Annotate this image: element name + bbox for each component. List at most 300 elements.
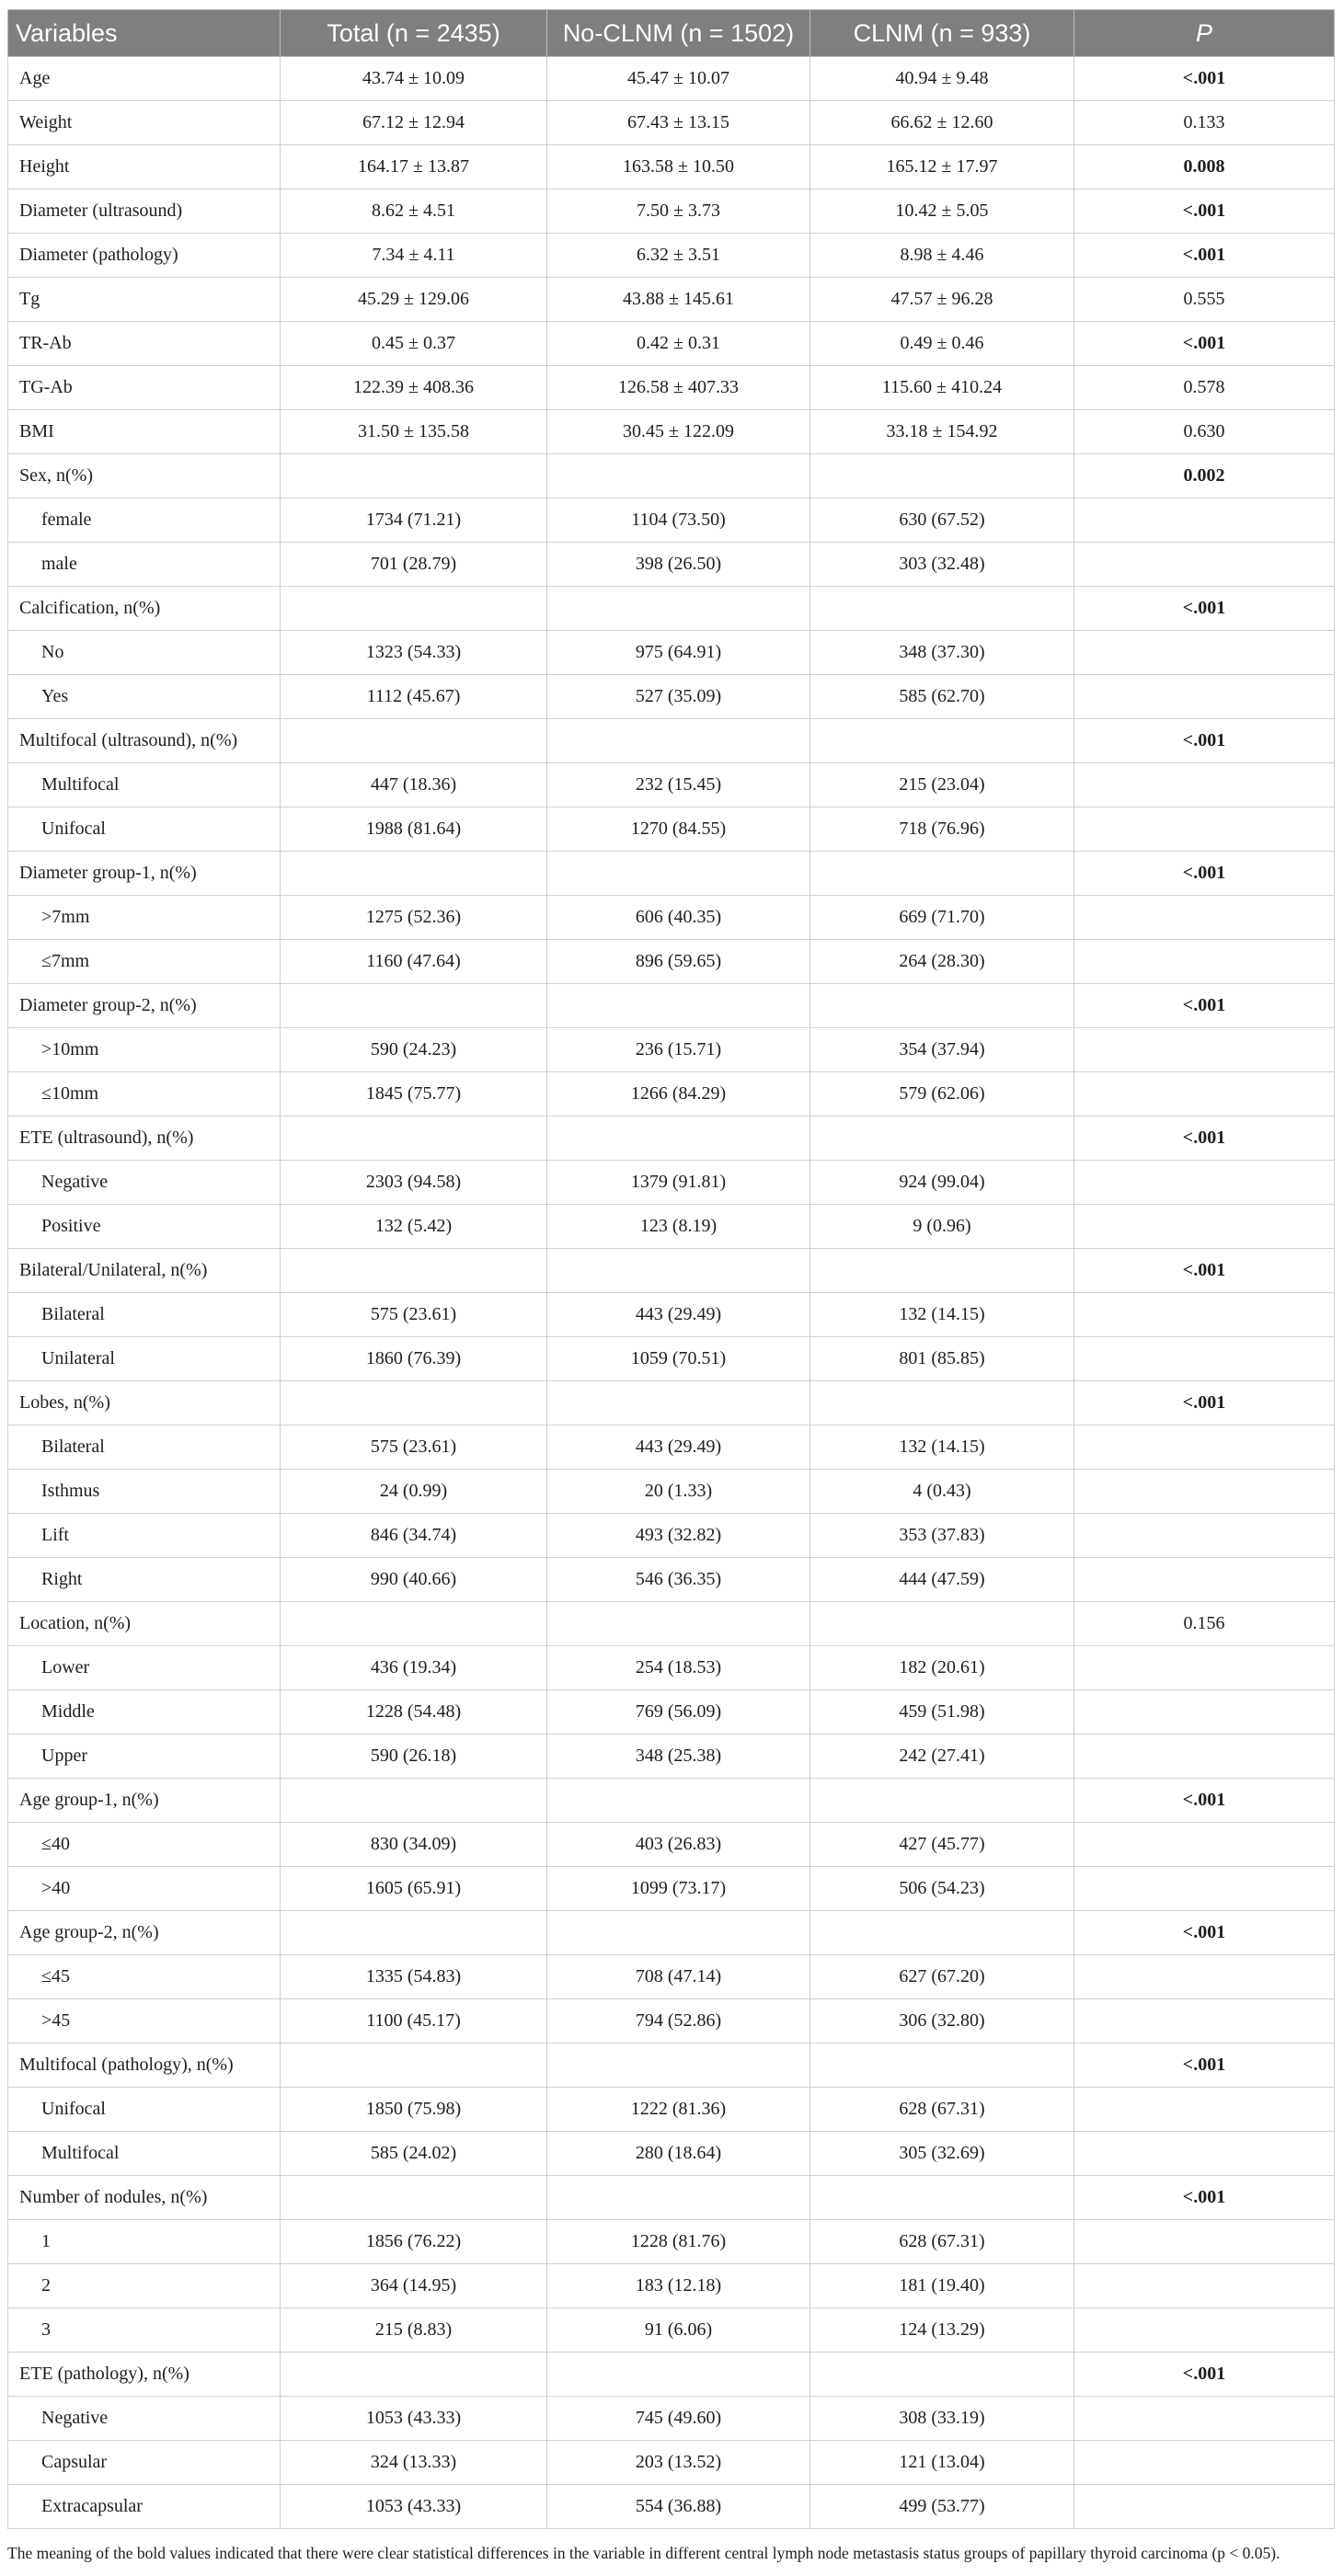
- cell-no-clnm: 30.45 ± 122.09: [547, 410, 810, 454]
- cell-variable: Multifocal: [8, 763, 281, 807]
- cell-p-value: 0.008: [1074, 145, 1335, 189]
- cell-no-clnm: 254 (18.53): [547, 1646, 810, 1690]
- cell-clnm: [810, 1602, 1074, 1646]
- cell-p-value: [1074, 807, 1335, 852]
- cell-no-clnm: [547, 587, 810, 631]
- cell-total: [281, 852, 547, 896]
- cell-no-clnm: [547, 852, 810, 896]
- characteristics-table: [7, 9, 1335, 2529]
- cell-variable: Diameter (ultrasound): [8, 189, 281, 234]
- table-row: [8, 631, 1335, 675]
- cell-variable: Unifocal: [8, 807, 281, 852]
- cell-variable: ≤40: [8, 1823, 281, 1867]
- cell-clnm: 427 (45.77): [810, 1823, 1074, 1867]
- cell-p-value: <.001: [1074, 1116, 1335, 1161]
- cell-clnm: 132 (14.15): [810, 1293, 1074, 1337]
- cell-variable: Location, n(%): [8, 1602, 281, 1646]
- cell-total: [281, 1116, 547, 1161]
- cell-clnm: 10.42 ± 5.05: [810, 189, 1074, 234]
- cell-p-value: [1074, 2220, 1335, 2264]
- cell-total: 846 (34.74): [281, 1514, 547, 1558]
- cell-total: 1100 (45.17): [281, 1999, 547, 2044]
- header-clnm: CLNM (n = 933): [810, 10, 1074, 57]
- cell-variable: Multifocal (pathology), n(%): [8, 2044, 281, 2088]
- cell-p-value: [1074, 1161, 1335, 1205]
- cell-p-value: <.001: [1074, 189, 1335, 234]
- table-row: [8, 1249, 1335, 1293]
- cell-variable: Height: [8, 145, 281, 189]
- cell-clnm: [810, 2176, 1074, 2220]
- cell-total: [281, 2044, 547, 2088]
- cell-variable: BMI: [8, 410, 281, 454]
- cell-no-clnm: 91 (6.06): [547, 2308, 810, 2353]
- table-row: [8, 2176, 1335, 2220]
- cell-p-value: [1074, 2397, 1335, 2441]
- cell-variable: Lobes, n(%): [8, 1381, 281, 1425]
- table-body: [8, 57, 1335, 2529]
- cell-no-clnm: 7.50 ± 3.73: [547, 189, 810, 234]
- cell-clnm: 181 (19.40): [810, 2264, 1074, 2308]
- cell-total: 585 (24.02): [281, 2132, 547, 2176]
- cell-p-value: <.001: [1074, 1381, 1335, 1425]
- table-row: [8, 1646, 1335, 1690]
- cell-total: 132 (5.42): [281, 1205, 547, 1249]
- cell-no-clnm: 527 (35.09): [547, 675, 810, 719]
- table-header: [8, 10, 1335, 57]
- cell-variable: female: [8, 498, 281, 543]
- cell-clnm: 40.94 ± 9.48: [810, 57, 1074, 101]
- cell-no-clnm: [547, 2044, 810, 2088]
- cell-no-clnm: [547, 1911, 810, 1955]
- cell-variable: Unifocal: [8, 2088, 281, 2132]
- cell-no-clnm: 896 (59.65): [547, 940, 810, 984]
- cell-no-clnm: 769 (56.09): [547, 1690, 810, 1735]
- cell-total: 1112 (45.67): [281, 675, 547, 719]
- cell-total: 45.29 ± 129.06: [281, 278, 547, 322]
- cell-clnm: 33.18 ± 154.92: [810, 410, 1074, 454]
- cell-total: [281, 1779, 547, 1823]
- cell-p-value: 0.578: [1074, 366, 1335, 410]
- cell-variable: ETE (pathology), n(%): [8, 2353, 281, 2397]
- cell-no-clnm: 183 (12.18): [547, 2264, 810, 2308]
- cell-variable: >7mm: [8, 896, 281, 940]
- cell-total: 590 (26.18): [281, 1735, 547, 1779]
- cell-variable: No: [8, 631, 281, 675]
- cell-total: 324 (13.33): [281, 2441, 547, 2485]
- cell-total: 1160 (47.64): [281, 940, 547, 984]
- table-row: [8, 675, 1335, 719]
- cell-total: 590 (24.23): [281, 1028, 547, 1072]
- cell-total: 8.62 ± 4.51: [281, 189, 547, 234]
- cell-total: 215 (8.83): [281, 2308, 547, 2353]
- cell-total: 447 (18.36): [281, 763, 547, 807]
- cell-clnm: [810, 587, 1074, 631]
- table-row: [8, 145, 1335, 189]
- cell-p-value: [1074, 763, 1335, 807]
- table-row: [8, 1470, 1335, 1514]
- table-row: [8, 852, 1335, 896]
- cell-clnm: [810, 1911, 1074, 1955]
- cell-clnm: 9 (0.96): [810, 1205, 1074, 1249]
- table-row: [8, 1823, 1335, 1867]
- cell-p-value: [1074, 1690, 1335, 1735]
- cell-variable: Capsular: [8, 2441, 281, 2485]
- header-no-clnm: No-CLNM (n = 1502): [547, 10, 810, 57]
- table-row: [8, 57, 1335, 101]
- cell-no-clnm: [547, 1602, 810, 1646]
- cell-no-clnm: 126.58 ± 407.33: [547, 366, 810, 410]
- cell-p-value: <.001: [1074, 984, 1335, 1028]
- header-row: [8, 10, 1335, 57]
- cell-p-value: <.001: [1074, 2176, 1335, 2220]
- cell-clnm: 718 (76.96): [810, 807, 1074, 852]
- cell-total: [281, 1249, 547, 1293]
- cell-p-value: <.001: [1074, 1911, 1335, 1955]
- cell-p-value: [1074, 1955, 1335, 1999]
- cell-no-clnm: [547, 1116, 810, 1161]
- cell-clnm: 0.49 ± 0.46: [810, 322, 1074, 366]
- cell-p-value: [1074, 1072, 1335, 1116]
- table-row: [8, 2397, 1335, 2441]
- cell-variable: Weight: [8, 101, 281, 145]
- cell-total: 31.50 ± 135.58: [281, 410, 547, 454]
- cell-p-value: [1074, 1205, 1335, 1249]
- table-row: [8, 1028, 1335, 1072]
- cell-no-clnm: 20 (1.33): [547, 1470, 810, 1514]
- cell-clnm: 308 (33.19): [810, 2397, 1074, 2441]
- cell-variable: ≤7mm: [8, 940, 281, 984]
- cell-total: 1988 (81.64): [281, 807, 547, 852]
- cell-total: [281, 1381, 547, 1425]
- cell-clnm: 627 (67.20): [810, 1955, 1074, 1999]
- table-row: [8, 984, 1335, 1028]
- cell-total: 24 (0.99): [281, 1470, 547, 1514]
- cell-clnm: 585 (62.70): [810, 675, 1074, 719]
- cell-clnm: 8.98 ± 4.46: [810, 234, 1074, 278]
- cell-clnm: 579 (62.06): [810, 1072, 1074, 1116]
- header-variables: Variables: [8, 10, 281, 57]
- cell-clnm: 444 (47.59): [810, 1558, 1074, 1602]
- cell-variable: Extracapsular: [8, 2485, 281, 2529]
- cell-p-value: [1074, 2088, 1335, 2132]
- cell-variable: Age group-2, n(%): [8, 1911, 281, 1955]
- cell-p-value: [1074, 498, 1335, 543]
- cell-no-clnm: [547, 719, 810, 763]
- cell-no-clnm: [547, 1249, 810, 1293]
- cell-variable: 2: [8, 2264, 281, 2308]
- cell-p-value: <.001: [1074, 719, 1335, 763]
- cell-no-clnm: 443 (29.49): [547, 1425, 810, 1470]
- cell-clnm: 165.12 ± 17.97: [810, 145, 1074, 189]
- table-row: [8, 322, 1335, 366]
- cell-clnm: 628 (67.31): [810, 2088, 1074, 2132]
- cell-no-clnm: 203 (13.52): [547, 2441, 810, 2485]
- cell-variable: Number of nodules, n(%): [8, 2176, 281, 2220]
- cell-p-value: 0.630: [1074, 410, 1335, 454]
- cell-p-value: <.001: [1074, 234, 1335, 278]
- cell-clnm: 66.62 ± 12.60: [810, 101, 1074, 145]
- cell-total: 364 (14.95): [281, 2264, 547, 2308]
- cell-clnm: 215 (23.04): [810, 763, 1074, 807]
- cell-total: [281, 1911, 547, 1955]
- cell-no-clnm: 1379 (91.81): [547, 1161, 810, 1205]
- cell-total: 1228 (54.48): [281, 1690, 547, 1735]
- cell-clnm: 4 (0.43): [810, 1470, 1074, 1514]
- cell-no-clnm: 163.58 ± 10.50: [547, 145, 810, 189]
- cell-total: [281, 984, 547, 1028]
- cell-clnm: 630 (67.52): [810, 498, 1074, 543]
- cell-clnm: 506 (54.23): [810, 1867, 1074, 1911]
- table-row: [8, 1779, 1335, 1823]
- table-row: [8, 1911, 1335, 1955]
- table-row: [8, 543, 1335, 587]
- table-row: [8, 1514, 1335, 1558]
- table-row: [8, 2353, 1335, 2397]
- table-row: [8, 2132, 1335, 2176]
- cell-total: 1323 (54.33): [281, 631, 547, 675]
- cell-clnm: [810, 984, 1074, 1028]
- cell-total: [281, 1602, 547, 1646]
- cell-total: 67.12 ± 12.94: [281, 101, 547, 145]
- cell-no-clnm: 1099 (73.17): [547, 1867, 810, 1911]
- table-row: [8, 189, 1335, 234]
- cell-no-clnm: 606 (40.35): [547, 896, 810, 940]
- table-row: [8, 1558, 1335, 1602]
- cell-clnm: [810, 2353, 1074, 2397]
- cell-total: 1275 (52.36): [281, 896, 547, 940]
- cell-total: 1845 (75.77): [281, 1072, 547, 1116]
- cell-p-value: [1074, 1823, 1335, 1867]
- cell-clnm: 124 (13.29): [810, 2308, 1074, 2353]
- cell-p-value: [1074, 2485, 1335, 2529]
- cell-variable: Tg: [8, 278, 281, 322]
- cell-clnm: 264 (28.30): [810, 940, 1074, 984]
- cell-clnm: [810, 719, 1074, 763]
- cell-total: 7.34 ± 4.11: [281, 234, 547, 278]
- cell-total: 1734 (71.21): [281, 498, 547, 543]
- cell-p-value: <.001: [1074, 322, 1335, 366]
- cell-no-clnm: [547, 1381, 810, 1425]
- cell-p-value: [1074, 1646, 1335, 1690]
- cell-no-clnm: 745 (49.60): [547, 2397, 810, 2441]
- cell-no-clnm: 0.42 ± 0.31: [547, 322, 810, 366]
- cell-no-clnm: [547, 454, 810, 498]
- cell-variable: Unilateral: [8, 1337, 281, 1381]
- cell-clnm: 924 (99.04): [810, 1161, 1074, 1205]
- cell-no-clnm: 975 (64.91): [547, 631, 810, 675]
- cell-clnm: 499 (53.77): [810, 2485, 1074, 2529]
- cell-variable: Yes: [8, 675, 281, 719]
- cell-variable: Negative: [8, 2397, 281, 2441]
- cell-p-value: <.001: [1074, 2044, 1335, 2088]
- cell-no-clnm: 232 (15.45): [547, 763, 810, 807]
- table-row: [8, 1205, 1335, 1249]
- table-row: [8, 1602, 1335, 1646]
- cell-variable: ETE (ultrasound), n(%): [8, 1116, 281, 1161]
- cell-no-clnm: 403 (26.83): [547, 1823, 810, 1867]
- cell-total: [281, 454, 547, 498]
- cell-p-value: [1074, 1558, 1335, 1602]
- cell-p-value: [1074, 631, 1335, 675]
- cell-p-value: [1074, 2264, 1335, 2308]
- cell-no-clnm: 708 (47.14): [547, 1955, 810, 1999]
- cell-variable: Middle: [8, 1690, 281, 1735]
- cell-no-clnm: [547, 2176, 810, 2220]
- table-row: [8, 1337, 1335, 1381]
- table-row: [8, 1116, 1335, 1161]
- cell-total: 436 (19.34): [281, 1646, 547, 1690]
- table-row: [8, 1161, 1335, 1205]
- cell-no-clnm: 6.32 ± 3.51: [547, 234, 810, 278]
- cell-clnm: 459 (51.98): [810, 1690, 1074, 1735]
- cell-total: 1605 (65.91): [281, 1867, 547, 1911]
- cell-total: 1053 (43.33): [281, 2485, 547, 2529]
- table-row: [8, 719, 1335, 763]
- cell-clnm: 132 (14.15): [810, 1425, 1074, 1470]
- cell-p-value: [1074, 2132, 1335, 2176]
- cell-total: 43.74 ± 10.09: [281, 57, 547, 101]
- cell-clnm: 353 (37.83): [810, 1514, 1074, 1558]
- cell-p-value: <.001: [1074, 1249, 1335, 1293]
- cell-clnm: 801 (85.85): [810, 1337, 1074, 1381]
- table-row: [8, 807, 1335, 852]
- cell-p-value: [1074, 1867, 1335, 1911]
- cell-clnm: 115.60 ± 410.24: [810, 366, 1074, 410]
- cell-total: [281, 587, 547, 631]
- table-row: [8, 2308, 1335, 2353]
- cell-no-clnm: 280 (18.64): [547, 2132, 810, 2176]
- cell-no-clnm: 123 (8.19): [547, 1205, 810, 1249]
- cell-variable: Multifocal (ultrasound), n(%): [8, 719, 281, 763]
- cell-variable: Diameter (pathology): [8, 234, 281, 278]
- table-footnote: The meaning of the bold values indicated that there were clear statistical differences in the variable in different central lymph node metastasis status groups of papillary thyroid carcinoma (p < 0.05).: [7, 2544, 1280, 2562]
- table-row: [8, 1381, 1335, 1425]
- cell-no-clnm: 43.88 ± 145.61: [547, 278, 810, 322]
- cell-total: 122.39 ± 408.36: [281, 366, 547, 410]
- cell-no-clnm: 398 (26.50): [547, 543, 810, 587]
- cell-variable: ≤45: [8, 1955, 281, 1999]
- cell-clnm: 305 (32.69): [810, 2132, 1074, 2176]
- table-row: [8, 1072, 1335, 1116]
- cell-p-value: <.001: [1074, 2353, 1335, 2397]
- header-p-value: P: [1074, 10, 1335, 57]
- cell-p-value: 0.555: [1074, 278, 1335, 322]
- table-row: [8, 1690, 1335, 1735]
- cell-clnm: 354 (37.94): [810, 1028, 1074, 1072]
- cell-p-value: [1074, 1337, 1335, 1381]
- cell-p-value: [1074, 1999, 1335, 2044]
- cell-p-value: [1074, 543, 1335, 587]
- cell-total: [281, 2176, 547, 2220]
- cell-p-value: 0.133: [1074, 101, 1335, 145]
- table-row: [8, 896, 1335, 940]
- cell-clnm: 303 (32.48): [810, 543, 1074, 587]
- cell-total: 2303 (94.58): [281, 1161, 547, 1205]
- table-row: [8, 1735, 1335, 1779]
- cell-p-value: 0.002: [1074, 454, 1335, 498]
- cell-variable: Lift: [8, 1514, 281, 1558]
- cell-no-clnm: [547, 2353, 810, 2397]
- cell-no-clnm: 348 (25.38): [547, 1735, 810, 1779]
- cell-variable: male: [8, 543, 281, 587]
- cell-no-clnm: 1266 (84.29): [547, 1072, 810, 1116]
- cell-no-clnm: [547, 984, 810, 1028]
- cell-total: 830 (34.09): [281, 1823, 547, 1867]
- cell-p-value: [1074, 896, 1335, 940]
- cell-variable: Upper: [8, 1735, 281, 1779]
- cell-no-clnm: 45.47 ± 10.07: [547, 57, 810, 101]
- cell-clnm: [810, 1116, 1074, 1161]
- cell-clnm: 669 (71.70): [810, 896, 1074, 940]
- cell-variable: Diameter group-1, n(%): [8, 852, 281, 896]
- cell-variable: ≤10mm: [8, 1072, 281, 1116]
- cell-variable: >10mm: [8, 1028, 281, 1072]
- cell-variable: Bilateral: [8, 1293, 281, 1337]
- table-row: [8, 1955, 1335, 1999]
- cell-p-value: [1074, 1425, 1335, 1470]
- cell-total: [281, 2353, 547, 2397]
- cell-variable: Lower: [8, 1646, 281, 1690]
- table-row: [8, 366, 1335, 410]
- cell-no-clnm: 1104 (73.50): [547, 498, 810, 543]
- cell-p-value: <.001: [1074, 1779, 1335, 1823]
- table-row: [8, 498, 1335, 543]
- cell-p-value: [1074, 675, 1335, 719]
- cell-p-value: <.001: [1074, 57, 1335, 101]
- cell-total: 1856 (76.22): [281, 2220, 547, 2264]
- cell-variable: 3: [8, 2308, 281, 2353]
- cell-total: 164.17 ± 13.87: [281, 145, 547, 189]
- table-row: [8, 763, 1335, 807]
- cell-variable: Sex, n(%): [8, 454, 281, 498]
- cell-variable: Diameter group-2, n(%): [8, 984, 281, 1028]
- cell-clnm: [810, 2044, 1074, 2088]
- table-row: [8, 101, 1335, 145]
- cell-variable: Negative: [8, 1161, 281, 1205]
- cell-clnm: 182 (20.61): [810, 1646, 1074, 1690]
- table-row: [8, 1999, 1335, 2044]
- table-row: [8, 2044, 1335, 2088]
- cell-total: 575 (23.61): [281, 1425, 547, 1470]
- cell-p-value: <.001: [1074, 587, 1335, 631]
- cell-no-clnm: 67.43 ± 13.15: [547, 101, 810, 145]
- cell-total: 1850 (75.98): [281, 2088, 547, 2132]
- table-row: [8, 587, 1335, 631]
- cell-p-value: 0.156: [1074, 1602, 1335, 1646]
- cell-variable: Age group-1, n(%): [8, 1779, 281, 1823]
- cell-variable: >45: [8, 1999, 281, 2044]
- cell-total: 990 (40.66): [281, 1558, 547, 1602]
- cell-p-value: [1074, 1293, 1335, 1337]
- table-row: [8, 278, 1335, 322]
- cell-no-clnm: 1228 (81.76): [547, 2220, 810, 2264]
- table-row: [8, 2220, 1335, 2264]
- cell-variable: 1: [8, 2220, 281, 2264]
- cell-total: 1335 (54.83): [281, 1955, 547, 1999]
- cell-no-clnm: 493 (32.82): [547, 1514, 810, 1558]
- table-row: [8, 2264, 1335, 2308]
- cell-no-clnm: 1222 (81.36): [547, 2088, 810, 2132]
- cell-clnm: [810, 1381, 1074, 1425]
- cell-total: [281, 719, 547, 763]
- cell-variable: Isthmus: [8, 1470, 281, 1514]
- table-row: [8, 940, 1335, 984]
- cell-total: 0.45 ± 0.37: [281, 322, 547, 366]
- cell-variable: Age: [8, 57, 281, 101]
- cell-no-clnm: 1059 (70.51): [547, 1337, 810, 1381]
- table-row: [8, 1293, 1335, 1337]
- table-container: [7, 9, 1334, 2529]
